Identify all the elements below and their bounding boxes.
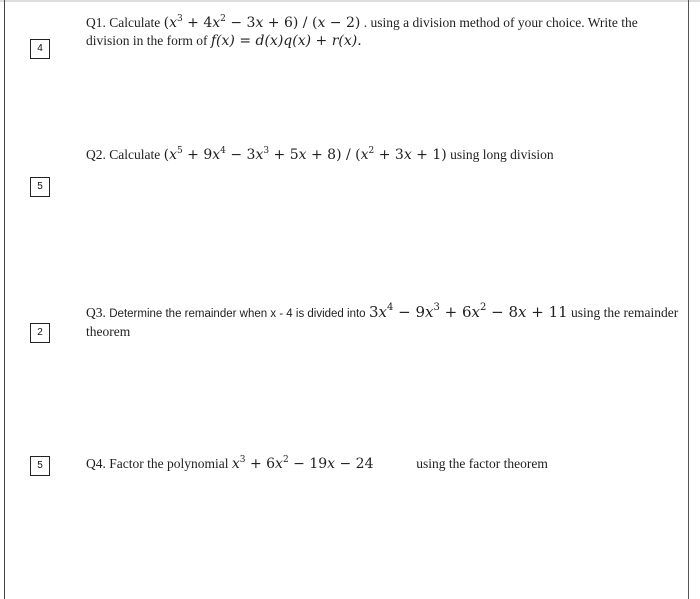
q3-marks-box: 2 <box>30 323 50 343</box>
q3-tail: using the remainder <box>571 305 679 320</box>
q1-line-1 <box>86 14 638 32</box>
q4-lead: Factor the polynomial <box>109 456 229 471</box>
q1-expression: $(x^3 + 4x^2 - 3x + 6) / (x - 2)$ <box>163 14 361 31</box>
q2-tail: using long division <box>450 147 554 162</box>
q1-number: Q1. <box>86 15 106 30</box>
q1-lead: Calculate <box>109 15 161 30</box>
q4-expression: $x^3 + 6x^2 - 19x - 24$ <box>231 455 374 472</box>
q3-expression: $3x^4 - 9x^3 + 6x^2 - 8x + 11$ <box>368 302 568 321</box>
question-3 <box>86 304 678 340</box>
q2-lead: Calculate <box>109 147 161 162</box>
q4-marks-box: 5 <box>30 456 50 476</box>
question-4 <box>86 455 548 473</box>
question-1 <box>86 14 638 50</box>
q1-marks-box: 4 <box>30 39 50 59</box>
q4-number: Q4. <box>86 456 106 471</box>
page-left-edge <box>4 0 5 599</box>
q2-expression: $(x^5 + 9x^4 - 3x^3 + 5x + 8) / (x^2 + 3x + 1)$ <box>163 146 447 163</box>
q3-line-1 <box>86 304 678 323</box>
q1-line2-math: f(x) = d(x)q(x) + r(x). <box>210 33 362 49</box>
q3-number: Q3. <box>86 305 106 320</box>
page-right-edge <box>688 0 689 599</box>
q2-marks-box: 5 <box>30 177 50 197</box>
q3-lead: Determine the remainder when x - 4 is divided into <box>109 308 366 320</box>
q1-line-2 <box>86 32 638 50</box>
question-2 <box>86 146 554 164</box>
q4-tail: using the factor theorem <box>416 456 548 471</box>
q1-tail: . using a division method of your choice. Write the <box>363 15 638 30</box>
page-top-edge <box>0 0 700 2</box>
q2-number: Q2. <box>86 147 106 162</box>
q1-line2-text: division in the form of <box>86 33 208 48</box>
q3-line-2: theorem <box>86 324 131 339</box>
